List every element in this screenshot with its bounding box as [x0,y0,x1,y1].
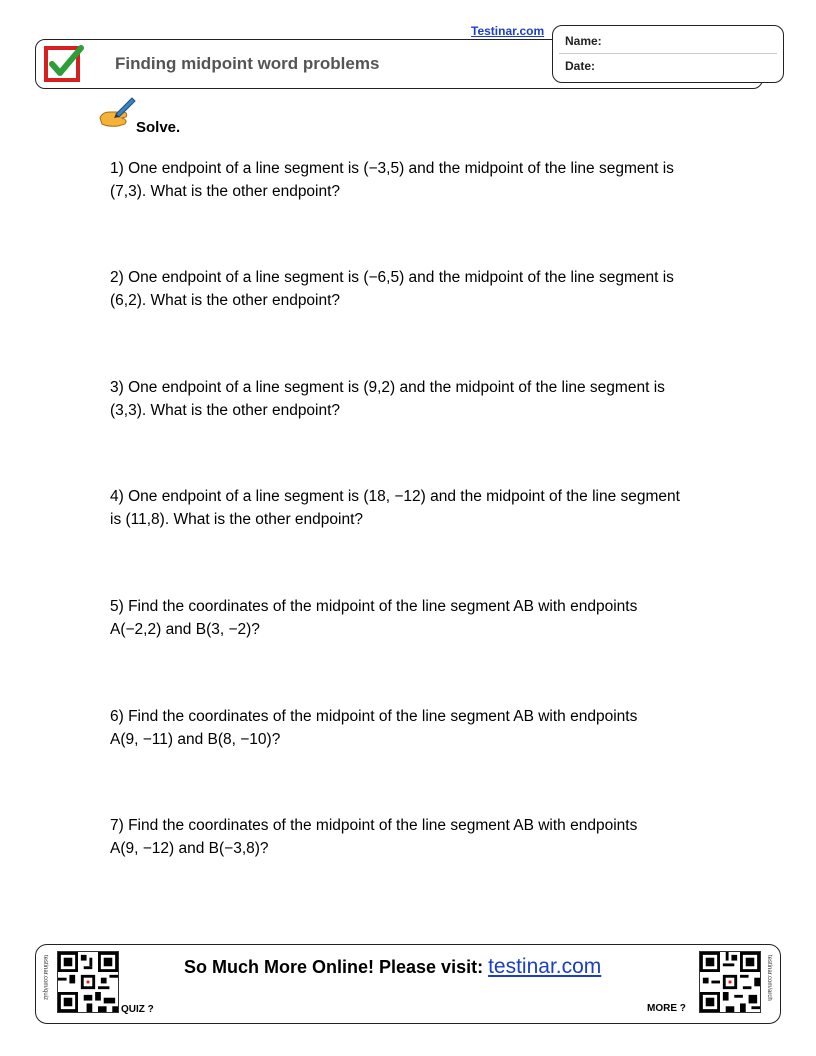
problem-text-line: (3,3). What is the other endpoint? [110,402,341,419]
problem-text-line: 5) Find the coordinates of the midpoint of the line segment AB with endpoints [110,598,638,615]
more-url-text: testinar.com/arch [766,955,772,1001]
problem-text-line: 3) One endpoint of a line segment is (9,2) and the midpoint of the line segment is [110,379,665,396]
problem-7 [110,814,760,860]
quiz-url-text: testinar.com/quiz [42,955,48,1001]
problem-6 [110,705,760,751]
problem-text-line: (6,2). What is the other endpoint? [110,292,341,309]
checkmark-logo-icon [44,44,84,82]
problem-text-line: 7) Find the coordinates of the midpoint of the line segment AB with endpoints [110,817,638,834]
quiz-label: QUIZ ? [121,1004,154,1015]
date-label: Date: [565,59,596,73]
problem-4 [110,485,760,531]
footer-link[interactable]: testinar.com [488,955,602,978]
name-date-box [552,25,784,83]
name-label: Name: [565,34,602,48]
problem-3 [110,376,760,422]
problem-text-line: 2) One endpoint of a line segment is (−6,5) and the midpoint of the line segment is [110,269,674,286]
problem-text-line: 1) One endpoint of a line segment is (−3,5) and the midpoint of the line segment is [110,160,674,177]
more-qr-code-icon[interactable] [699,951,761,1013]
problem-text-line: 6) Find the coordinates of the midpoint of the line segment AB with endpoints [110,708,638,725]
problem-text-line: A(9, −11) and B(8, −10)? [110,731,281,748]
page-title: Finding midpoint word problems [115,54,380,73]
problem-1 [110,157,760,203]
footer-message [184,955,601,979]
problem-text-line: 4) One endpoint of a line segment is (18, −12) and the midpoint of the line segment [110,488,680,505]
problem-text-line: (7,3). What is the other endpoint? [110,183,341,200]
problem-2 [110,266,760,312]
problem-5 [110,595,760,641]
writing-hand-icon [98,96,136,132]
divider [559,53,777,54]
testinar-link[interactable]: Testinar.com [471,24,545,38]
solve-instruction: Solve. [136,119,181,136]
problem-text-line: A(−2,2) and B(3, −2)? [110,621,260,638]
more-label: MORE ? [647,1003,686,1014]
quiz-qr-code-icon[interactable] [57,951,119,1013]
problem-text-line: is (11,8). What is the other endpoint? [110,511,364,528]
footer-message-text: So Much More Online! Please visit: [184,957,489,977]
problem-text-line: A(9, −12) and B(−3,8)? [110,840,269,857]
